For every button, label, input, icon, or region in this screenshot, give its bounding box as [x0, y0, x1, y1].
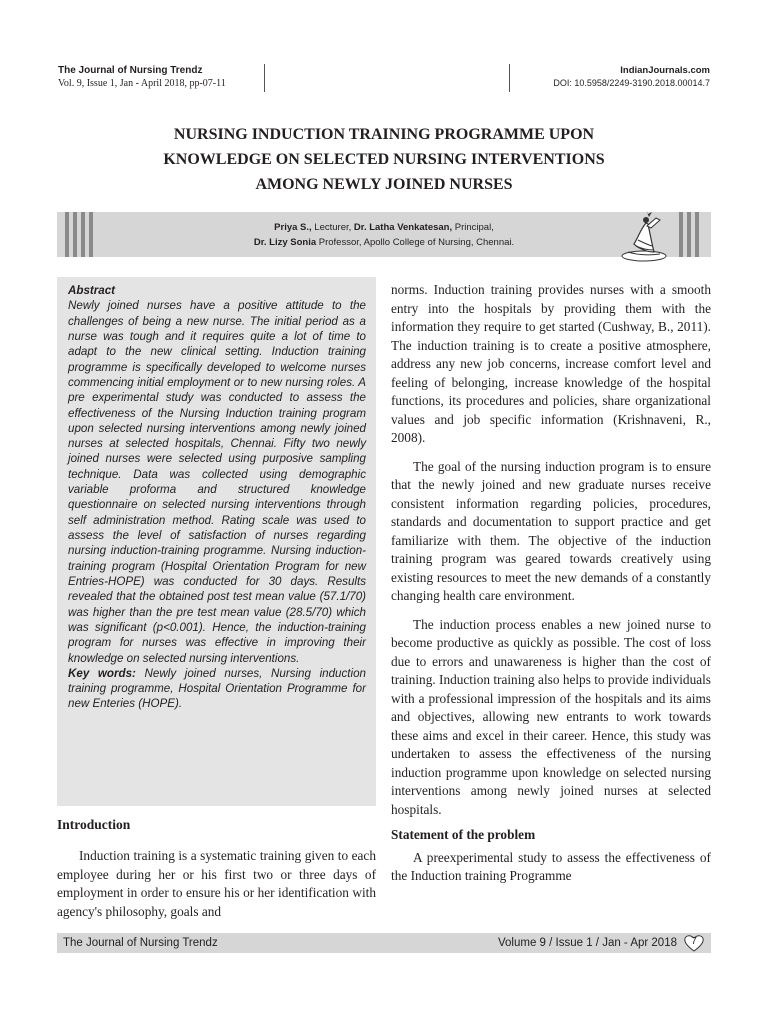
heart-page-number-icon — [683, 933, 705, 953]
title-line-3: AMONG NEWLY JOINED NURSES — [255, 176, 513, 193]
lamp-figure-logo-icon — [616, 204, 672, 264]
keywords — [68, 666, 366, 712]
author-2-role: Principal, — [452, 222, 494, 233]
author-3-role: Professor, Apollo College of Nursing, Chennai. — [316, 237, 515, 248]
right-paragraph-1: norms. Induction training provides nurses with a smooth entry into the hospitals by providing them with the information they require to get started (Cushway, B., 2011). The induction training is to create a positive atmosphere, address any new job concerns, increase comfort level and feeling of belonging, increase knowledge of the hospital functions, its procedures and policies, share organizational values and job specific information (Krishnaveni, R., 2008). — [391, 282, 711, 445]
introduction-body — [57, 847, 376, 921]
running-footer — [57, 933, 711, 953]
author-3-name: Dr. Lizy Sonia — [253, 237, 317, 248]
author-2-name: Dr. Latha Venkatesan, — [353, 222, 453, 233]
author-list — [57, 220, 711, 250]
footer-journal-name: The Journal of Nursing Trendz — [63, 937, 218, 949]
author-1-role: Lecturer, — [311, 222, 354, 233]
abstract-label: Abstract — [68, 284, 116, 297]
keywords-text: Newly joined nurses, Nursing induction training programme, Hospital Orientation Programme for new Enteries (HOPE). — [68, 666, 366, 711]
right-paragraph-2: The goal of the nursing induction program is to ensure that the newly joined and new graduate nurses receive consistent information regarding policies, procedures, standards and documentation to support practice and get familiarize with them. The objective of the induction training program was geared towards creatively using existing resources to meet the new demands of a constantly changing health care environment. — [391, 458, 711, 603]
right-column-body — [391, 281, 711, 886]
running-header-left — [58, 64, 265, 92]
author-1-name: Priya S., — [274, 222, 312, 233]
introduction-heading: Introduction — [57, 817, 131, 832]
abstract-box — [57, 277, 376, 806]
journal-issue: Vol. 9, Issue 1, Jan - April 2018, pp-07-11 — [58, 78, 226, 89]
title-line-2: KNOWLEDGE ON SELECTED NURSING INTERVENTIONS — [163, 151, 605, 168]
right-paragraph-4: A preexperimental study to assess the effectiveness of the Induction training Programme — [391, 849, 711, 883]
author-band — [57, 212, 711, 257]
paper-title — [90, 122, 678, 197]
site-name: IndianJournals.com — [620, 65, 710, 76]
statement-of-problem-heading: Statement of the problem — [391, 827, 536, 842]
right-paragraph-3: The induction process enables a new joined nurse to become productive as quickly as possible. The cost of loss due to errors and unawareness is higher than the cost of training. Induction training also helps to provide individuals with a professional impression of the hospitals and its aims and objectives, allowing new entrants to work towards these aims and excel in their career. Hence, this study was undertaken to assess the effectiveness of the nursing induction programme upon knowledge on selected nursing interventions among newly joined nurses at selected hospitals. — [391, 616, 711, 817]
abstract — [68, 283, 366, 712]
footer-volume-info: Volume 9 / Issue 1 / Jan - Apr 2018 — [498, 937, 677, 949]
page-number: 7 — [691, 936, 697, 947]
running-header-right — [509, 64, 710, 92]
doi: DOI: 10.5958/2249-3190.2018.00014.7 — [553, 78, 710, 88]
abstract-text: Newly joined nurses have a positive attitude to the challenges of being a new nurse. The initial period as a nurse was tough and it requires quite a lot of time to adapt to the new clinical setting. Induction training programme is specifically developed to welcome nurses commencing initial employment or to new nursing roles. A pre experimental study was conducted to assess the effectiveness of the Nursing Induction training program upon selected nursing interventions among newly joined nurses at selected hospitals, Chennai. Fifty two newly joined nurses were selected using purposive sampling technique. Data was collected using demographic variable proforma and structured knowledge questionnaire on selected nursing interventions through self administration method. Rating scale was used to assess the level of satisfaction of nurses regarding nursing induction-training programme. Nursing induction-training program (Hospital Orientation Program for new Entries-HOPE) was conducted for 30 days. Results revealed that the obtained post test mean value (57.1/70) was higher than the pre test mean value (28.5/70) which was significant (p<0.001). Hence, the induction-training program for nurses was effective in improving their knowledge on selected nursing interventions. — [68, 299, 366, 665]
journal-name: The Journal of Nursing Trendz — [58, 65, 203, 76]
intro-paragraph-1: Induction training is a systematic training given to each employee during her or his first two or three days of employment in order to ensure his or her identification with agency's philosophy, goals and — [57, 848, 376, 919]
title-line-1: NURSING INDUCTION TRAINING PROGRAMME UPON — [173, 126, 595, 143]
keywords-label: Key words: — [68, 666, 136, 680]
